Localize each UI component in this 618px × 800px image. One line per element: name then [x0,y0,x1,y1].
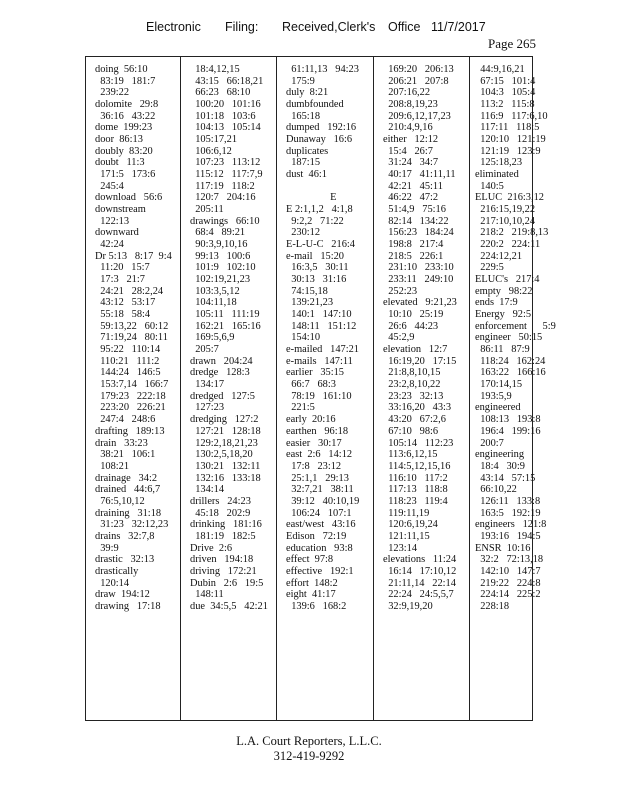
footer-phone: 312-419-9292 [273,749,345,763]
index-entry: 207:16,22 [383,87,431,99]
column-divider [373,57,374,720]
index-entry: 118:24 162:24 [475,355,546,367]
index-entry: 171:5 173:6 [95,169,156,181]
index-table [85,56,556,721]
index-entry: downward [95,227,139,239]
index-entry: 42:24 [95,239,124,251]
index-entry: 127:23 [190,402,225,414]
index-entry: 239:22 [95,87,130,99]
index-column-3 [286,64,372,613]
index-entry: 66:23 68:10 [190,87,251,99]
index-entry: 216:15,19,22 [475,204,536,216]
index-entry: easier 30:17 [286,437,342,449]
index-entry: dolomite 29:8 [95,99,159,111]
index-entry: 175:9 [286,75,315,87]
index-entry: 230:12 [286,227,321,239]
index-entry: eight 41:17 [286,589,336,601]
index-entry: 55:18 58:4 [95,309,151,321]
index-entry: 33:16,20 43:3 [383,402,452,414]
index-entry: 108:21 [95,460,130,472]
index-entry: 129:2,18,21,23 [190,437,258,449]
index-entry: 17:3 21:7 [95,274,145,286]
index-entry: 187:15 [286,157,321,169]
index-entry: 120:6,19,24 [383,519,438,531]
index-entry: elevated 9:21,23 [383,297,457,309]
index-entry: 116:10 117:2 [383,472,448,484]
index-entry: driven 194:18 [190,554,254,566]
index-entry: drained 44:6,7 [95,484,161,496]
index-entry: 39:12 40:10,19 [286,495,360,507]
index-entry: 106:6,12 [190,145,232,157]
index-entry: doubt 11:3 [95,157,145,169]
index-entry: drainage 34:2 [95,472,158,484]
index-entry: 123:14 [383,542,418,554]
index-entry: engineer 50:15 [475,332,543,344]
index-entry: 144:24 146:5 [95,367,161,379]
index-entry: ENSR 10:16 [475,542,531,554]
index-entry: 162:21 165:16 [190,320,261,332]
index-entry: draw 194:12 [95,589,150,601]
index-entry: 148:11 [190,589,224,601]
index-entry: effective 192:1 [286,565,354,577]
index-entry: 206:21 207:8 [383,75,449,87]
index-entry: 247:4 248:6 [95,414,156,426]
index-entry: 16:3,5 30:11 [286,262,349,274]
index-entry: effect 97:8 [286,554,334,566]
index-entry: 18:4 30:9 [475,460,525,472]
index-entry: 228:18 [475,600,510,612]
index-entry: 210:4,9,16 [383,122,433,134]
index-entry: 21:8,8,10,15 [383,367,441,379]
index-entry: 30:13 31:16 [286,274,347,286]
index-entry: 45:2,9 [383,332,415,344]
index-entry: 104:3 105:4 [475,87,536,99]
index-entry: e-mails 147:11 [286,355,353,367]
index-entry: 170:14,15 [475,379,523,391]
footer-company: L.A. Court Reporters, L.L.C. [236,734,382,748]
index-entry: 21:11,14 22:14 [383,577,456,589]
index-entry: 114:5,12,15,16 [383,460,451,472]
index-entry: driving 172:21 [190,565,257,577]
index-entry [286,181,372,193]
index-entry: 233:11 249:10 [383,274,454,286]
index-entry: 16:19,20 17:15 [383,355,457,367]
index-column-5 [475,64,556,613]
index-entry: 224:12,21 [475,250,523,262]
index-entry: Drive 2:6 [190,542,233,554]
index-entry: 229:5 [475,262,504,274]
index-entry: 105:14 112:23 [383,437,454,449]
index-entry: 32:7,21 38:11 [286,484,354,496]
index-entry: doubly 83:20 [95,145,153,157]
index-entry: 101:18 103:6 [190,110,256,122]
index-entry: 36:16 43:22 [95,110,156,122]
index-entry: 121:11,15 [383,530,430,542]
index-column-1 [95,64,179,613]
column-divider [276,57,277,720]
index-entry: 16:14 17:10,12 [383,565,457,577]
index-entry: 154:10 [286,332,321,344]
index-entry: 22:24 24:5,5,7 [383,589,454,601]
index-entry: 31:23 32:12,23 [95,519,169,531]
index-entry: drinking 181:16 [190,519,262,531]
index-entry: 115:12 117:7,9 [190,169,263,181]
index-entry: 193:16 194:5 [475,530,541,542]
index-entry: 68:4 89:21 [190,227,246,239]
index-entry: 130:2,5,18,20 [190,449,253,461]
index-entry: e-mail 15:20 [286,250,345,262]
index-entry: 102:19,21,23 [190,274,251,286]
index-entry: east 2:6 14:12 [286,449,353,461]
index-entry: elevation 12:7 [383,344,448,356]
index-entry: 18:4,12,15 [190,64,240,75]
index-entry: duly 8:21 [286,87,329,99]
index-column-2 [190,64,275,613]
index-entry: 245:4 [95,180,124,192]
index-entry: 46:22 47:2 [383,192,439,204]
index-entry: earlier 35:15 [286,367,344,379]
index-entry: 218:2 219:8,13 [475,227,549,239]
index-entry: dumped 192:16 [286,122,357,134]
index-entry: 117:13 118:8 [383,484,448,496]
index-entry: Dubin 2:6 19:5 [190,577,264,589]
index-entry: duplicates [286,145,329,157]
index-entry: enforcement 5:9 [475,320,556,332]
index-entry: engineering [475,449,525,461]
header-office: Office [388,20,421,34]
index-entry: 163:22 166:16 [475,367,546,379]
index-entry: dredging 127:2 [190,414,259,426]
index-entry: 113:2 115:8 [475,99,535,111]
index-entry: 169:20 206:13 [383,64,454,75]
index-entry: 106:24 107:1 [286,507,352,519]
index-entry: dust 46:1 [286,169,327,181]
index-entry: E-L-U-C 216:4 [286,239,355,251]
index-entry: 139:21,23 [286,297,334,309]
index-entry: 198:8 217:4 [383,239,444,251]
index-entry: 116:9 117:6,10 [475,110,548,122]
index-entry: drillers 24:23 [190,495,251,507]
index-entry: effort 148:2 [286,577,338,589]
index-entry: 120:7 204:16 [190,192,256,204]
index-entry: 107:23 113:12 [190,157,261,169]
index-entry: drawn 204:24 [190,355,253,367]
index-entry: 165:18 [286,110,321,122]
index-entry: ELUC's 217:4 [475,274,540,286]
index-entry: engineers 121:8 [475,519,547,531]
index-entry: 95:22 110:14 [95,344,161,356]
index-entry: 66:10,22 [475,484,517,496]
index-entry: either 12:12 [383,134,439,146]
index-entry: 181:19 182:5 [190,530,256,542]
index-entry: drafting 189:13 [95,425,165,437]
index-entry: earthen 96:18 [286,425,349,437]
index-entry: 76:5,10,12 [95,495,145,507]
index-entry: 193:5,9 [475,390,512,402]
index-entry: elevations 11:24 [383,554,457,566]
index-entry: 105:17,21 [190,134,238,146]
index-entry: drains 32:7,8 [95,530,155,542]
index-entry: 169:5,6,9 [190,332,235,344]
index-entry: 120:10 121:19 [475,134,546,146]
index-entry: 67:15 101:4 [475,75,536,87]
index-entry: dredge 128:3 [190,367,250,379]
index-entry: 142:10 147:7 [475,565,541,577]
index-entry: 43:12 53:17 [95,297,156,309]
index-entry: 104:11,18 [190,297,237,309]
index-entry: 32:9,19,20 [383,600,433,612]
index-entry: 44:9,16,21 [475,64,525,75]
index-entry: 217:10,10,24 [475,215,536,227]
index-entry: education 93:8 [286,542,353,554]
index-entry: Dr 5:13 8:17 9:4 [95,250,172,262]
index-entry: 219:22 224:8 [475,577,541,589]
index-entry: 38:21 106:1 [95,449,156,461]
index-entry: 45:18 202:9 [190,507,251,519]
index-entry: 140:5 [475,180,504,192]
index-entry: 252:23 [383,285,418,297]
index-entry: 83:19 181:7 [95,75,156,87]
index-entry: 11:20 15:7 [95,262,150,274]
index-entry: 86:11 87:9 [475,344,530,356]
index-entry: 61:11,13 94:23 [286,64,359,75]
index-entry: download 56:6 [95,192,163,204]
index-entry: 117:19 118:2 [190,180,255,192]
index-entry: drastic 32:13 [95,554,155,566]
index-entry: 179:23 222:18 [95,390,166,402]
index-entry: 117:11 118:5 [475,122,540,134]
index-entry: 224:14 225:2 [475,589,541,601]
index-entry: 205:11 [190,204,224,216]
index-entry: Dunaway 16:6 [286,134,353,146]
index-entry: 113:6,12,15 [383,449,438,461]
index-entry: 100:20 101:16 [190,99,261,111]
index-entry: 163:5 192:19 [475,507,541,519]
index-entry: 78:19 161:10 [286,390,352,402]
index-entry: eliminated [475,169,519,181]
index-entry: 40:17 41:11,11 [383,169,456,181]
index-entry: 200:7 [475,437,504,449]
index-entry: 121:19 123:9 [475,145,541,157]
index-entry: dumbfounded [286,99,344,111]
index-entry: 66:7 68:3 [286,379,336,391]
index-entry: 43:14 57:15 [475,472,536,484]
page-number: Page 265 [488,36,537,51]
index-entry: draining 31:18 [95,507,162,519]
index-entry: 103:3,5,12 [190,285,240,297]
index-entry: 132:16 133:18 [190,472,261,484]
index-column-4 [383,64,468,613]
index-entry: 74:15,18 [286,285,328,297]
index-entry: 25:1,1 29:13 [286,472,349,484]
index-entry: doing 56:10 [95,64,148,75]
index-entry: 9:2,2 71:22 [286,215,344,227]
index-entry: 110:21 111:2 [95,355,160,367]
index-entry: 23:2,8,10,22 [383,379,441,391]
index-entry: 71:19,24 80:11 [95,332,168,344]
index-entry: east/west 43:16 [286,519,356,531]
index-entry: 196:4 199:16 [475,425,541,437]
column-divider [180,57,181,720]
index-entry: downstream [95,204,146,216]
index-entry: 122:13 [95,215,130,227]
index-entry: 221:5 [286,402,315,414]
index-entry: drastically [95,565,139,577]
index-entry: 156:23 184:24 [383,227,454,239]
index-entry: empty 98:22 [475,285,533,297]
index-entry: dredged 127:5 [190,390,255,402]
index-entry: 10:10 25:19 [383,309,444,321]
index-entry: 118:23 119:4 [383,495,448,507]
index-entry: 125:18,23 [475,157,523,169]
index-entry: 67:10 98:6 [383,425,439,437]
index-entry: 119:11,19 [383,507,430,519]
index-entry: 42:21 45:11 [383,180,443,192]
index-entry: 90:3,9,10,16 [190,239,248,251]
index-entry: drain 33:23 [95,437,148,449]
index-entry: 101:9 102:10 [190,262,256,274]
index-entry: 139:6 168:2 [286,600,347,612]
index-entry: ends 17:9 [475,297,518,309]
index-entry: E 2:1,1,2 4:1,8 [286,204,353,216]
index-entry: 23:23 32:13 [383,390,444,402]
index-entry: 39:9 [95,542,119,554]
index-entry: 126:11 133:8 [475,495,541,507]
index-entry: 26:6 44:23 [383,320,439,332]
index-entry: dome 199:23 [95,122,153,134]
index-entry: 51:4,9 75:16 [383,204,446,216]
index-entry: 220:2 224:11 [475,239,541,251]
index-entry: 140:1 147:10 [286,309,352,321]
index-entry: 43:15 66:18,21 [190,75,264,87]
index-entry: 99:13 100:6 [190,250,251,262]
index-entry: 82:14 134:22 [383,215,449,227]
index-entry: 15:4 26:7 [383,145,433,157]
index-entry: door 86:13 [95,134,143,146]
index-entry: 17:8 23:12 [286,460,342,472]
index-entry: e-mailed 147:21 [286,344,360,356]
index-entry: 108:13 193:8 [475,414,541,426]
index-entry: 134:17 [190,379,225,391]
index-entry: 127:21 128:18 [190,425,261,437]
index-entry: engineered [475,402,521,414]
index-entry: 105:11 111:19 [190,309,260,321]
column-divider [469,57,470,720]
index-entry: 59:13,22 60:12 [95,320,169,332]
index-entry: 153:7,14 166:7 [95,379,169,391]
index-entry: 148:11 151:12 [286,320,357,332]
index-entry: 130:21 132:11 [190,460,261,472]
index-entry: 120:14 [95,577,130,589]
index-entry: 231:10 233:10 [383,262,454,274]
header-electronic: Electronic [146,20,201,34]
index-entry: 31:24 34:7 [383,157,439,169]
index-entry: 104:13 105:14 [190,122,261,134]
index-entry: 32:2 72:13,18 [475,554,544,566]
index-entry: 205:7 [190,344,219,356]
index-entry: Energy 92:5 [475,309,532,321]
index-entry: 209:6,12,17,23 [383,110,451,122]
index-entry: 43:20 67:2,6 [383,414,446,426]
index-entry: early 20:16 [286,414,336,426]
header-date: 11/7/2017 [431,20,486,34]
index-entry: drawing 17:18 [95,600,161,612]
index-entry: due 34:5,5 42:21 [190,600,268,612]
index-entry: ELUC 216:3,12 [475,192,544,204]
index-entry: 223:20 226:21 [95,402,166,414]
index-entry: Edison 72:19 [286,530,347,542]
index-entry: 218:5 226:1 [383,250,444,262]
index-entry: 134:14 [190,484,225,496]
index-entry: 24:21 28:2,24 [95,285,164,297]
header-received: Received,Clerk's [282,20,376,34]
header-filing: Filing: [225,20,259,34]
index-entry: 208:8,19,23 [383,99,438,111]
index-entry: drawings 66:10 [190,215,260,227]
index-entry: E [286,192,337,204]
